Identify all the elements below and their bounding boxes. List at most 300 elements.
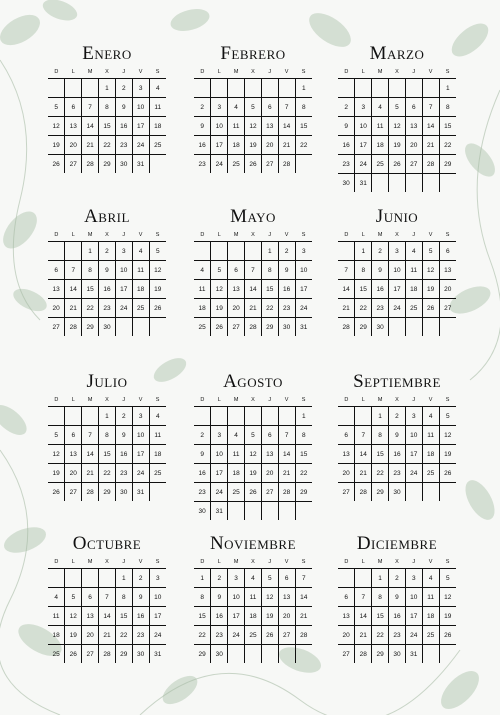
day-cell: 7 bbox=[278, 98, 295, 117]
weekday-label: X bbox=[245, 394, 262, 407]
day-cell bbox=[389, 318, 406, 337]
day-cell bbox=[194, 79, 211, 98]
day-cell bbox=[149, 483, 166, 502]
day-cell: 25 bbox=[245, 626, 262, 645]
day-cell: 12 bbox=[149, 261, 166, 280]
day-cell: 11 bbox=[405, 261, 422, 280]
week-row bbox=[338, 626, 456, 645]
week-row bbox=[338, 98, 456, 117]
day-cell: 6 bbox=[338, 426, 355, 445]
day-cell: 30 bbox=[115, 483, 132, 502]
month-diciembre bbox=[338, 532, 456, 663]
week-row bbox=[48, 626, 166, 645]
day-cell: 26 bbox=[211, 318, 228, 337]
day-cell: 8 bbox=[295, 426, 312, 445]
day-cell: 29 bbox=[194, 645, 211, 664]
day-cell: 14 bbox=[65, 280, 82, 299]
day-cell: 19 bbox=[48, 464, 65, 483]
day-cell bbox=[228, 242, 245, 261]
day-cell: 7 bbox=[82, 426, 99, 445]
day-cell bbox=[405, 174, 422, 193]
day-cell: 10 bbox=[405, 588, 422, 607]
day-cell: 21 bbox=[99, 626, 116, 645]
weekday-label: J bbox=[261, 66, 278, 79]
day-cell: 14 bbox=[278, 117, 295, 136]
day-cell: 16 bbox=[115, 445, 132, 464]
day-cell: 31 bbox=[355, 174, 372, 193]
week-row bbox=[48, 645, 166, 664]
day-cell: 1 bbox=[115, 569, 132, 588]
day-cell: 13 bbox=[338, 445, 355, 464]
day-cell: 26 bbox=[422, 299, 439, 318]
day-cell: 22 bbox=[99, 464, 116, 483]
day-cell: 28 bbox=[422, 155, 439, 174]
week-row bbox=[48, 445, 166, 464]
weekday-header-row bbox=[48, 229, 166, 242]
week-row bbox=[338, 242, 456, 261]
day-cell: 19 bbox=[211, 299, 228, 318]
day-cell: 22 bbox=[295, 464, 312, 483]
day-cell: 5 bbox=[245, 426, 262, 445]
weekday-label: D bbox=[194, 556, 211, 569]
day-cell: 22 bbox=[439, 136, 456, 155]
weekday-label: S bbox=[439, 556, 456, 569]
day-cell: 6 bbox=[48, 261, 65, 280]
week-row bbox=[194, 569, 312, 588]
day-cell bbox=[338, 79, 355, 98]
day-cell: 20 bbox=[261, 136, 278, 155]
day-cell: 15 bbox=[439, 117, 456, 136]
weekday-label: S bbox=[149, 66, 166, 79]
day-cell: 11 bbox=[245, 588, 262, 607]
weekday-label: L bbox=[65, 66, 82, 79]
day-cell: 10 bbox=[228, 588, 245, 607]
day-cell: 28 bbox=[278, 155, 295, 174]
weekday-label: J bbox=[261, 556, 278, 569]
day-cell: 19 bbox=[245, 136, 262, 155]
day-cell bbox=[422, 174, 439, 193]
day-cell bbox=[439, 483, 456, 502]
day-cell bbox=[211, 79, 228, 98]
day-cell bbox=[355, 407, 372, 426]
month-title: Abril bbox=[84, 206, 130, 227]
month-julio bbox=[48, 370, 166, 501]
day-cell: 17 bbox=[228, 607, 245, 626]
day-cell: 2 bbox=[278, 242, 295, 261]
week-row bbox=[338, 318, 456, 337]
week-row bbox=[338, 607, 456, 626]
day-cell: 29 bbox=[439, 155, 456, 174]
day-cell: 3 bbox=[132, 407, 149, 426]
day-cell bbox=[65, 79, 82, 98]
day-cell: 28 bbox=[82, 155, 99, 174]
day-cell: 5 bbox=[211, 261, 228, 280]
day-cell: 19 bbox=[245, 464, 262, 483]
day-cell: 24 bbox=[295, 299, 312, 318]
weekday-label: J bbox=[115, 556, 132, 569]
day-cell: 20 bbox=[261, 464, 278, 483]
week-row bbox=[194, 79, 312, 98]
week-row bbox=[194, 242, 312, 261]
week-row bbox=[194, 261, 312, 280]
day-cell: 9 bbox=[278, 261, 295, 280]
day-cell: 25 bbox=[149, 136, 166, 155]
day-cell: 30 bbox=[132, 645, 149, 664]
day-cell: 7 bbox=[245, 261, 262, 280]
week-row bbox=[194, 117, 312, 136]
week-row bbox=[194, 464, 312, 483]
day-cell bbox=[295, 502, 312, 521]
week-row bbox=[194, 588, 312, 607]
day-cell: 15 bbox=[82, 280, 99, 299]
day-cell bbox=[278, 645, 295, 664]
day-cell: 27 bbox=[261, 483, 278, 502]
day-cell: 23 bbox=[99, 299, 116, 318]
day-cell bbox=[149, 155, 166, 174]
day-cell: 3 bbox=[295, 242, 312, 261]
week-row bbox=[194, 626, 312, 645]
day-cell: 14 bbox=[338, 280, 355, 299]
day-cell: 8 bbox=[439, 98, 456, 117]
day-cell: 19 bbox=[261, 607, 278, 626]
day-cell: 12 bbox=[65, 607, 82, 626]
day-cell bbox=[389, 79, 406, 98]
day-cell: 9 bbox=[115, 426, 132, 445]
week-row bbox=[194, 445, 312, 464]
day-cell bbox=[372, 79, 389, 98]
weekday-label: X bbox=[99, 394, 116, 407]
weekday-label: D bbox=[194, 394, 211, 407]
month-febrero bbox=[194, 42, 312, 173]
day-cell: 12 bbox=[48, 117, 65, 136]
weekday-label: J bbox=[405, 394, 422, 407]
weekday-label: S bbox=[439, 229, 456, 242]
weekday-label: D bbox=[194, 66, 211, 79]
month-table bbox=[338, 556, 456, 663]
day-cell bbox=[261, 645, 278, 664]
day-cell: 15 bbox=[372, 445, 389, 464]
weekday-label: S bbox=[439, 66, 456, 79]
day-cell bbox=[65, 569, 82, 588]
weekday-label: S bbox=[295, 66, 312, 79]
day-cell bbox=[338, 569, 355, 588]
day-cell bbox=[82, 79, 99, 98]
day-cell: 3 bbox=[115, 242, 132, 261]
day-cell: 23 bbox=[211, 626, 228, 645]
week-row bbox=[338, 426, 456, 445]
day-cell: 23 bbox=[372, 299, 389, 318]
weekday-label: X bbox=[245, 229, 262, 242]
weekday-label: D bbox=[338, 229, 355, 242]
weekday-label: D bbox=[194, 229, 211, 242]
weekday-label: M bbox=[372, 229, 389, 242]
day-cell: 26 bbox=[245, 483, 262, 502]
day-cell bbox=[48, 79, 65, 98]
month-table bbox=[338, 229, 456, 336]
week-row bbox=[194, 502, 312, 521]
day-cell: 8 bbox=[82, 261, 99, 280]
day-cell: 6 bbox=[82, 588, 99, 607]
day-cell bbox=[295, 645, 312, 664]
weekday-label: M bbox=[228, 66, 245, 79]
month-title: Marzo bbox=[369, 43, 425, 64]
day-cell: 17 bbox=[211, 464, 228, 483]
week-row bbox=[48, 280, 166, 299]
day-cell: 13 bbox=[65, 117, 82, 136]
day-cell: 29 bbox=[261, 318, 278, 337]
weekday-label: X bbox=[389, 66, 406, 79]
day-cell: 20 bbox=[405, 136, 422, 155]
day-cell: 24 bbox=[149, 626, 166, 645]
weekday-label: M bbox=[82, 229, 99, 242]
day-cell: 26 bbox=[65, 645, 82, 664]
day-cell: 28 bbox=[99, 645, 116, 664]
month-table bbox=[194, 556, 312, 663]
day-cell: 29 bbox=[82, 318, 99, 337]
day-cell: 11 bbox=[228, 445, 245, 464]
day-cell: 18 bbox=[48, 626, 65, 645]
day-cell: 28 bbox=[82, 483, 99, 502]
day-cell bbox=[65, 242, 82, 261]
weekday-label: J bbox=[405, 556, 422, 569]
day-cell: 5 bbox=[439, 407, 456, 426]
day-cell: 13 bbox=[278, 588, 295, 607]
day-cell: 11 bbox=[149, 98, 166, 117]
day-cell: 17 bbox=[132, 117, 149, 136]
day-cell: 7 bbox=[422, 98, 439, 117]
day-cell: 28 bbox=[355, 483, 372, 502]
day-cell bbox=[439, 645, 456, 664]
day-cell: 3 bbox=[149, 569, 166, 588]
day-cell: 1 bbox=[194, 569, 211, 588]
day-cell: 10 bbox=[355, 117, 372, 136]
day-cell: 3 bbox=[355, 98, 372, 117]
weekday-label: V bbox=[278, 556, 295, 569]
day-cell: 17 bbox=[211, 136, 228, 155]
month-title: Mayo bbox=[230, 206, 276, 227]
day-cell bbox=[372, 174, 389, 193]
weekday-header-row bbox=[338, 394, 456, 407]
day-cell bbox=[245, 242, 262, 261]
day-cell: 25 bbox=[149, 464, 166, 483]
day-cell: 18 bbox=[422, 607, 439, 626]
month-noviembre bbox=[194, 532, 312, 663]
day-cell: 1 bbox=[439, 79, 456, 98]
month-octubre bbox=[48, 532, 166, 663]
weekday-label: D bbox=[338, 394, 355, 407]
day-cell: 20 bbox=[48, 299, 65, 318]
day-cell: 4 bbox=[48, 588, 65, 607]
day-cell: 27 bbox=[338, 645, 355, 664]
day-cell: 3 bbox=[389, 242, 406, 261]
weekday-label: L bbox=[211, 229, 228, 242]
day-cell: 27 bbox=[82, 645, 99, 664]
weekday-label: S bbox=[149, 556, 166, 569]
day-cell: 12 bbox=[245, 445, 262, 464]
day-cell: 26 bbox=[261, 626, 278, 645]
day-cell: 13 bbox=[82, 607, 99, 626]
day-cell: 18 bbox=[194, 299, 211, 318]
day-cell: 17 bbox=[132, 445, 149, 464]
day-cell: 5 bbox=[439, 569, 456, 588]
day-cell bbox=[338, 407, 355, 426]
day-cell: 7 bbox=[355, 426, 372, 445]
weekday-label: S bbox=[149, 229, 166, 242]
day-cell: 2 bbox=[338, 98, 355, 117]
day-cell bbox=[261, 407, 278, 426]
weekday-label: M bbox=[372, 556, 389, 569]
weekday-label: J bbox=[115, 66, 132, 79]
day-cell: 5 bbox=[149, 242, 166, 261]
weekday-label: D bbox=[48, 229, 65, 242]
day-cell: 2 bbox=[194, 426, 211, 445]
day-cell bbox=[422, 645, 439, 664]
weekday-label: L bbox=[355, 394, 372, 407]
day-cell: 31 bbox=[154, 650, 162, 658]
day-cell: 17 bbox=[405, 607, 422, 626]
day-cell: 14 bbox=[82, 117, 99, 136]
weekday-label: L bbox=[355, 66, 372, 79]
day-cell: 11 bbox=[228, 117, 245, 136]
month-table bbox=[48, 66, 166, 173]
day-cell: 12 bbox=[211, 280, 228, 299]
day-cell: 24 bbox=[132, 464, 149, 483]
day-cell bbox=[48, 242, 65, 261]
day-cell: 6 bbox=[338, 588, 355, 607]
day-cell: 31 bbox=[132, 483, 149, 502]
day-cell: 4 bbox=[422, 407, 439, 426]
day-cell: 28 bbox=[245, 318, 262, 337]
day-cell: 23 bbox=[194, 155, 211, 174]
day-cell: 4 bbox=[194, 261, 211, 280]
week-row bbox=[338, 174, 456, 193]
weekday-label: V bbox=[132, 229, 149, 242]
day-cell: 15 bbox=[355, 280, 372, 299]
day-cell: 21 bbox=[65, 299, 82, 318]
day-cell: 13 bbox=[48, 280, 65, 299]
day-cell bbox=[48, 569, 65, 588]
day-cell: 5 bbox=[48, 98, 65, 117]
day-cell: 12 bbox=[261, 588, 278, 607]
day-cell: 9 bbox=[338, 117, 355, 136]
day-cell: 19 bbox=[149, 280, 166, 299]
day-cell: 18 bbox=[372, 136, 389, 155]
weekday-label: V bbox=[278, 66, 295, 79]
day-cell: 2 bbox=[132, 569, 149, 588]
week-row bbox=[338, 261, 456, 280]
day-cell: 27 bbox=[65, 483, 82, 502]
weekday-label: V bbox=[132, 66, 149, 79]
day-cell: 7 bbox=[355, 588, 372, 607]
day-cell: 27 bbox=[278, 626, 295, 645]
day-cell: 28 bbox=[295, 626, 312, 645]
weekday-label: J bbox=[261, 394, 278, 407]
week-row bbox=[48, 155, 166, 174]
day-cell: 27 bbox=[405, 155, 422, 174]
weekday-header-row bbox=[194, 556, 312, 569]
week-row bbox=[338, 445, 456, 464]
day-cell: 4 bbox=[245, 569, 262, 588]
day-cell: 30 bbox=[389, 645, 406, 664]
month-title: Julio bbox=[86, 371, 128, 392]
month-table bbox=[48, 556, 166, 663]
day-cell: 30 bbox=[389, 483, 406, 502]
day-cell: 17 bbox=[115, 280, 132, 299]
day-cell bbox=[278, 407, 295, 426]
day-cell: 22 bbox=[295, 136, 312, 155]
day-cell: 26 bbox=[48, 483, 65, 502]
day-cell: 4 bbox=[405, 242, 422, 261]
day-cell: 9 bbox=[372, 261, 389, 280]
weekday-label: S bbox=[295, 556, 312, 569]
weekday-label: V bbox=[278, 229, 295, 242]
week-row bbox=[338, 407, 456, 426]
day-cell: 21 bbox=[278, 464, 295, 483]
week-row bbox=[194, 136, 312, 155]
day-cell: 17 bbox=[295, 280, 312, 299]
day-cell: 3 bbox=[211, 98, 228, 117]
day-cell: 16 bbox=[132, 607, 149, 626]
day-cell: 15 bbox=[99, 117, 116, 136]
week-row bbox=[48, 79, 166, 98]
week-row bbox=[194, 645, 312, 664]
day-cell: 24 bbox=[355, 155, 372, 174]
day-cell: 16 bbox=[389, 445, 406, 464]
day-cell: 20 bbox=[228, 299, 245, 318]
week-row bbox=[338, 645, 456, 664]
day-cell: 3 bbox=[132, 79, 149, 98]
day-cell: 27 bbox=[228, 318, 245, 337]
day-cell: 26 bbox=[48, 155, 65, 174]
day-cell: 13 bbox=[228, 280, 245, 299]
day-cell: 30 bbox=[372, 318, 389, 337]
day-cell bbox=[422, 79, 439, 98]
week-row bbox=[194, 607, 312, 626]
day-cell: 10 bbox=[295, 261, 312, 280]
weekday-header-row bbox=[194, 66, 312, 79]
month-agosto bbox=[194, 370, 312, 520]
day-cell: 24 bbox=[115, 299, 132, 318]
weekday-label: L bbox=[355, 229, 372, 242]
month-septiembre bbox=[338, 370, 456, 501]
week-row bbox=[48, 136, 166, 155]
day-cell: 1 bbox=[261, 242, 278, 261]
day-cell: 28 bbox=[278, 483, 295, 502]
day-cell: 18 bbox=[228, 136, 245, 155]
day-cell: 27 bbox=[48, 318, 65, 337]
day-cell bbox=[211, 407, 228, 426]
day-cell bbox=[439, 318, 456, 337]
day-cell: 20 bbox=[278, 607, 295, 626]
day-cell: 7 bbox=[338, 261, 355, 280]
weekday-label: V bbox=[422, 229, 439, 242]
day-cell: 25 bbox=[132, 299, 149, 318]
day-cell: 6 bbox=[261, 426, 278, 445]
day-cell: 30 bbox=[211, 645, 228, 664]
day-cell: 29 bbox=[355, 318, 372, 337]
day-cell bbox=[405, 318, 422, 337]
day-cell: 31 bbox=[132, 155, 149, 174]
weekday-header-row bbox=[338, 556, 456, 569]
weekday-label: X bbox=[99, 66, 116, 79]
weekday-label: X bbox=[389, 229, 406, 242]
day-cell: 19 bbox=[422, 280, 439, 299]
day-cell: 7 bbox=[278, 426, 295, 445]
day-cell: 9 bbox=[194, 117, 211, 136]
day-cell: 2 bbox=[99, 242, 116, 261]
day-cell: 10 bbox=[389, 261, 406, 280]
week-row bbox=[194, 299, 312, 318]
